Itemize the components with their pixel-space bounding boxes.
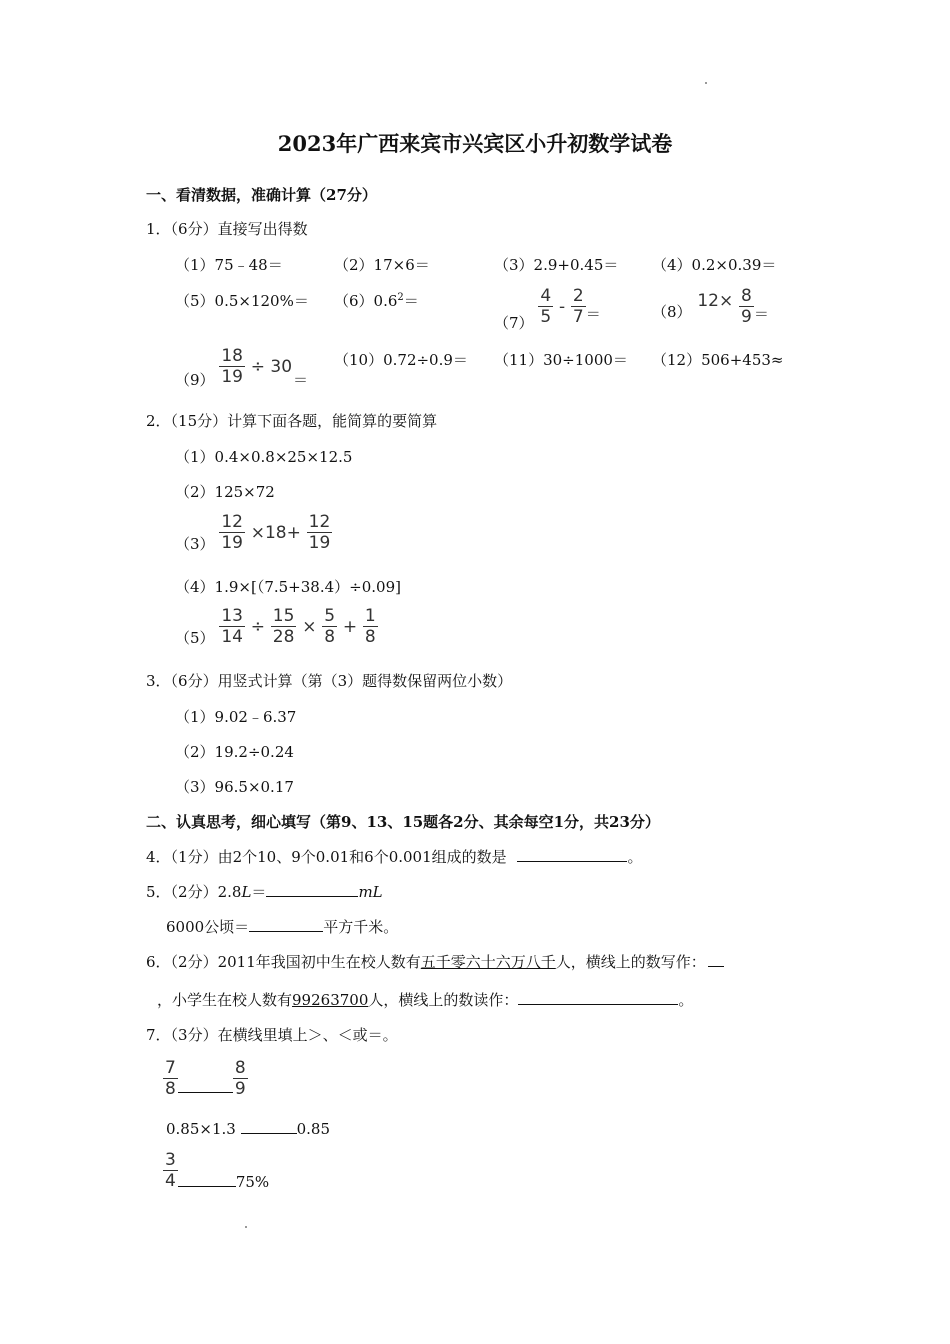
fraction-denominator: 9 (234, 1079, 246, 1099)
answer-blank[interactable] (517, 847, 627, 862)
fraction-denominator: 7 (572, 307, 584, 327)
q3-item-1: （1）9.02﹣6.37 (175, 708, 297, 726)
fraction-denominator: 5 (540, 307, 552, 327)
q2-item-5-fraction-a (219, 606, 245, 647)
q2-item-5-fraction-d (363, 606, 378, 647)
fraction-denominator: 28 (272, 627, 295, 647)
q1-item-10: （10）0.72÷0.9＝ (334, 351, 468, 369)
fraction-numerator: 8 (234, 1058, 246, 1078)
question-4-text: 4．（1分）由2个10、9个0.01和6个0.001组成的数是 (146, 848, 507, 866)
answer-blank[interactable] (708, 952, 724, 967)
fraction-numerator: 15 (272, 606, 295, 626)
q2-item-1: （1）0.4×0.8×25×12.5 (175, 448, 353, 466)
question-5-part-b (166, 916, 398, 937)
fraction-denominator: 14 (221, 627, 243, 647)
q2-item-3-middle: ×18+ (250, 522, 301, 543)
fraction-denominator: 19 (308, 533, 331, 553)
right-expression: 0.85 (296, 1120, 331, 1138)
q1-item-9 (175, 346, 308, 387)
q1-item-9-number: （9） (175, 370, 215, 389)
divide-sign: ÷ (250, 616, 265, 637)
fraction-numerator: 1 (364, 606, 376, 626)
period: 。 (627, 848, 643, 866)
q1-item-11: （11）30÷1000＝ (494, 351, 628, 369)
minus-sign: - (558, 296, 566, 317)
fraction-denominator: 19 (221, 367, 243, 387)
fraction-numerator: 4 (540, 286, 552, 306)
question-5-part-a (146, 881, 383, 902)
fraction-denominator: 8 (324, 627, 336, 647)
unit-milliliter: mL (358, 883, 383, 901)
q1-item-7-number: （7） (494, 314, 534, 332)
times-sign: × (302, 616, 317, 637)
q1-item-8 (652, 286, 769, 327)
fraction-denominator: 8 (165, 1079, 176, 1099)
section-1-heading: 一、看清数据，准确计算（27分） (146, 186, 377, 204)
question-7-item-a (163, 1058, 248, 1099)
fraction-numerator: 12 (221, 512, 243, 532)
q1-item-9-fraction (219, 346, 245, 387)
fraction-denominator: 4 (165, 1171, 176, 1191)
question-6-prompt-2: 人，横线上的数读作： (368, 991, 519, 1009)
page-title: 2023年广西来宾市兴宾区小升初数学试卷 (277, 131, 673, 156)
q2-item-4: （4）1.9×[（7.5+38.4）÷0.09] (175, 578, 401, 596)
q1-item-9-divisor: ÷ 30 (250, 356, 293, 377)
scan-speck (245, 1226, 247, 1228)
fraction-b (233, 1058, 248, 1099)
q1-item-6 (334, 290, 419, 311)
comparison-blank[interactable] (178, 1078, 233, 1093)
question-2-label: 2．（15分）计算下面各题，能简算的要简算 (146, 412, 438, 430)
q2-item-2: （2）125×72 (175, 483, 275, 501)
fraction-numerator: 12 (308, 512, 331, 532)
unit-liter: L (241, 883, 252, 901)
question-6-prompt: 人，横线上的数写作： (555, 953, 706, 971)
equals-sign: ＝ (251, 883, 267, 901)
q3-item-3: （3）96.5×0.17 (175, 778, 294, 796)
question-6-line-1 (146, 951, 724, 972)
fraction-denominator: 9 (741, 307, 752, 327)
q1-item-6-exponent: 2 (397, 292, 404, 303)
q1-item-3: （3）2.9+0.45＝ (494, 256, 619, 274)
underlined-number: 99263700 (292, 991, 369, 1009)
answer-blank[interactable] (518, 990, 678, 1005)
right-percent: 75% (235, 1172, 270, 1191)
left-expression: 0.85×1.3 (166, 1120, 236, 1138)
comparison-blank[interactable] (178, 1172, 236, 1187)
fraction-numerator: 8 (741, 286, 752, 306)
fraction-c (163, 1150, 178, 1191)
equals-sign: ＝ (585, 304, 601, 323)
q2-item-5-fraction-b (271, 606, 297, 647)
question-5-b-text: 6000公顷＝ (166, 918, 250, 936)
plus-sign: + (342, 616, 358, 637)
q1-item-12: （12）506+453≈ (652, 351, 784, 369)
q2-item-3-fraction-a (219, 512, 245, 553)
q1-item-2: （2）17×6＝ (334, 256, 430, 274)
equals-sign: ＝ (753, 304, 769, 323)
answer-blank[interactable] (249, 917, 323, 932)
q1-item-7 (494, 286, 601, 332)
fraction-numerator: 13 (221, 606, 243, 626)
fraction-numerator: 18 (221, 346, 243, 366)
question-6-text: 6．（2分）2011年我国初中生在校人数有 (146, 953, 421, 971)
q2-item-3-fraction-b (307, 512, 333, 553)
answer-blank[interactable] (266, 882, 358, 897)
q2-item-3 (175, 512, 332, 553)
fraction-denominator: 19 (221, 533, 243, 553)
q1-item-7-fraction-b (571, 286, 586, 327)
q1-item-6-base: （6）0.6 (334, 292, 398, 310)
question-4 (146, 846, 642, 867)
fraction-numerator: 2 (572, 286, 584, 306)
fraction-numerator: 7 (165, 1058, 176, 1078)
fraction-numerator: 5 (324, 606, 336, 626)
q2-item-5-fraction-c (322, 606, 337, 647)
question-1-label: 1．（6分）直接写出得数 (146, 220, 308, 238)
q1-item-8-whole: 12× (697, 290, 734, 311)
question-5-text: 5．（2分）2.8 (146, 883, 242, 901)
question-7-item-b (166, 1119, 330, 1138)
comparison-blank[interactable] (241, 1119, 297, 1134)
equals-sign: ＝ (293, 370, 309, 389)
q1-item-5: （5）0.5×120%＝ (175, 292, 309, 310)
q1-item-6-equals: ＝ (403, 292, 419, 310)
fraction-denominator: 8 (364, 627, 376, 647)
fraction-a (163, 1058, 178, 1099)
scan-speck (705, 82, 707, 84)
unit-square-km: 平方千米。 (323, 918, 399, 936)
q2-item-3-number: （3） (175, 534, 215, 553)
period: 。 (678, 991, 694, 1009)
question-6-text-2: ，小学生在校人数有 (157, 991, 293, 1009)
q1-item-1: （1）75﹣48＝ (175, 256, 283, 274)
q2-item-5 (175, 606, 378, 647)
question-3-label: 3．（6分）用竖式计算（第（3）题得数保留两位小数） (146, 672, 513, 690)
q1-item-8-fraction (739, 286, 754, 327)
q1-item-8-number: （8） (652, 302, 692, 321)
fraction-numerator: 3 (165, 1150, 176, 1170)
q1-item-7-fraction-a (538, 286, 553, 327)
q3-item-2: （2）19.2÷0.24 (175, 743, 294, 761)
question-7-label: 7．（3分）在横线里填上＞、＜或＝。 (146, 1026, 398, 1044)
q2-item-5-number: （5） (175, 628, 215, 647)
question-6-line-2 (157, 989, 693, 1010)
question-7-item-c (163, 1150, 269, 1191)
q1-item-4: （4）0.2×0.39＝ (652, 256, 777, 274)
underlined-number: 五千零六十六万八千 (420, 953, 556, 971)
section-2-heading: 二、认真思考，细心填写（第9、13、15题各2分、其余每空1分，共23分） (146, 813, 660, 831)
